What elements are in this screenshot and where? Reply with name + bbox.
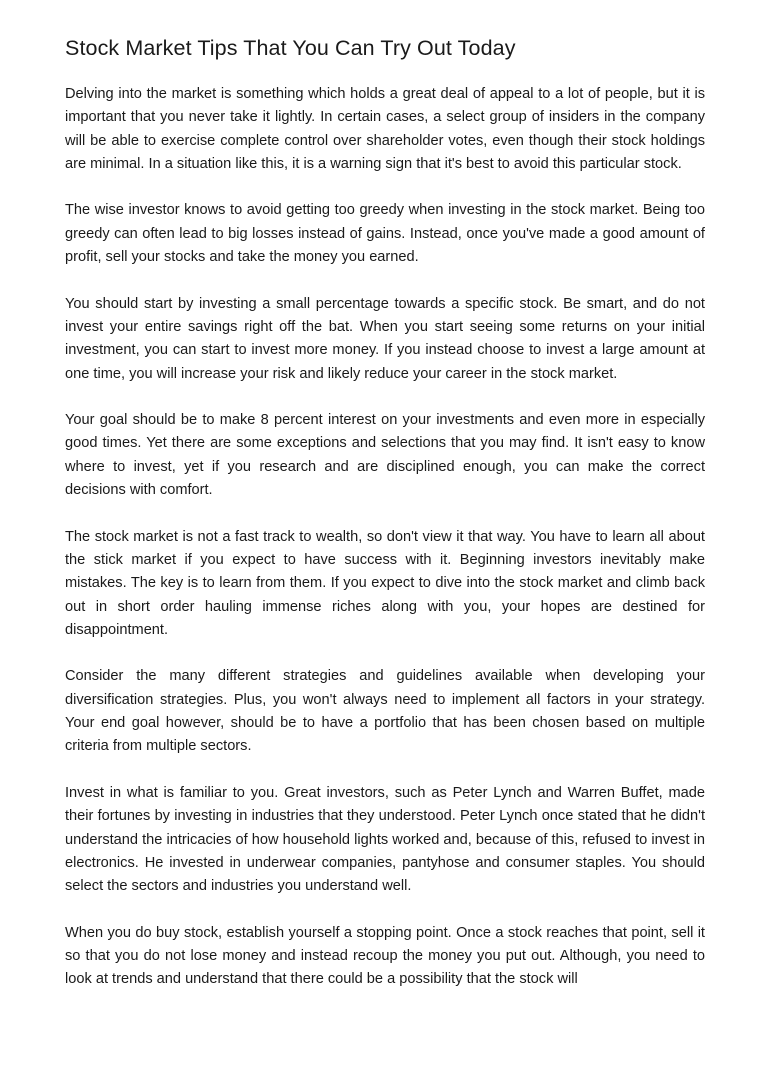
paragraph: You should start by investing a small percentage towards a specific stock. Be smart, and do not invest your entire savings right off the bat. When you start seeing some returns on your initial investment, you can start to invest more money. If you instead choose to invest a large amount at one time, you will increase your risk and likely reduce your career in the stock market. [65, 295, 705, 382]
document-title: Stock Market Tips That You Can Try Out Today [65, 36, 516, 60]
paragraph: Consider the many different strategies and guidelines available when developing your diversification strategies. Plus, you won't always need to implement all factors in your strategy. Your end goal however, should be to have a portfolio that has been chosen based on multiple criteria from multiple sectors. [65, 668, 705, 755]
paragraph: Delving into the market is something which holds a great deal of appeal to a lot of people, but it is important that you never take it lightly. In certain cases, a select group of insiders in the company will be able to exercise complete control over shareholder votes, even though their stock holdings are minimal. In a situation like this, it is a warning sign that it's best to avoid this particular stock. [65, 86, 705, 172]
paragraph: Your goal should be to make 8 percent interest on your investments and even more in especially good times. Yet there are some exceptions and selections that you may find. It isn't easy to know where to invest, yet if you research and are disciplined enough, you can make the correct decisions with comfort. [65, 412, 705, 499]
document-page [65, 34, 705, 992]
paragraph: The wise investor knows to avoid getting too greedy when investing in the stock market. Being too greedy can often lead to big losses instead of gains. Instead, once you've made a good amount of profit, sell your stocks and take the money you earned. [65, 202, 705, 266]
paragraph: The stock market is not a fast track to wealth, so don't view it that way. You have to learn all about the stick market if you expect to have success with it. Beginning investors inevitably make mistakes. The key is to learn from them. If you expect to dive into the stock market and climb back out in short order hauling immense riches along with you, your hopes are destined for disappointment. [65, 528, 705, 638]
paragraph: Invest in what is familiar to you. Great investors, such as Peter Lynch and Warren Buffet, made their fortunes by investing in industries that they understood. Peter Lynch once stated that he didn't understand the intricacies of how household lights worked and, because of this, refused to invest in electronics. He invested in underwear companies, pantyhose and consumer staples. You should select the sectors and industries you understand well. [65, 784, 705, 895]
paragraph: When you do buy stock, establish yourself a stopping point. Once a stock reaches that point, sell it so that you do not lose money and instead recoup the money you put out. Although, you need to look at trends and understand that there could be a possibility that the stock will [65, 924, 705, 988]
